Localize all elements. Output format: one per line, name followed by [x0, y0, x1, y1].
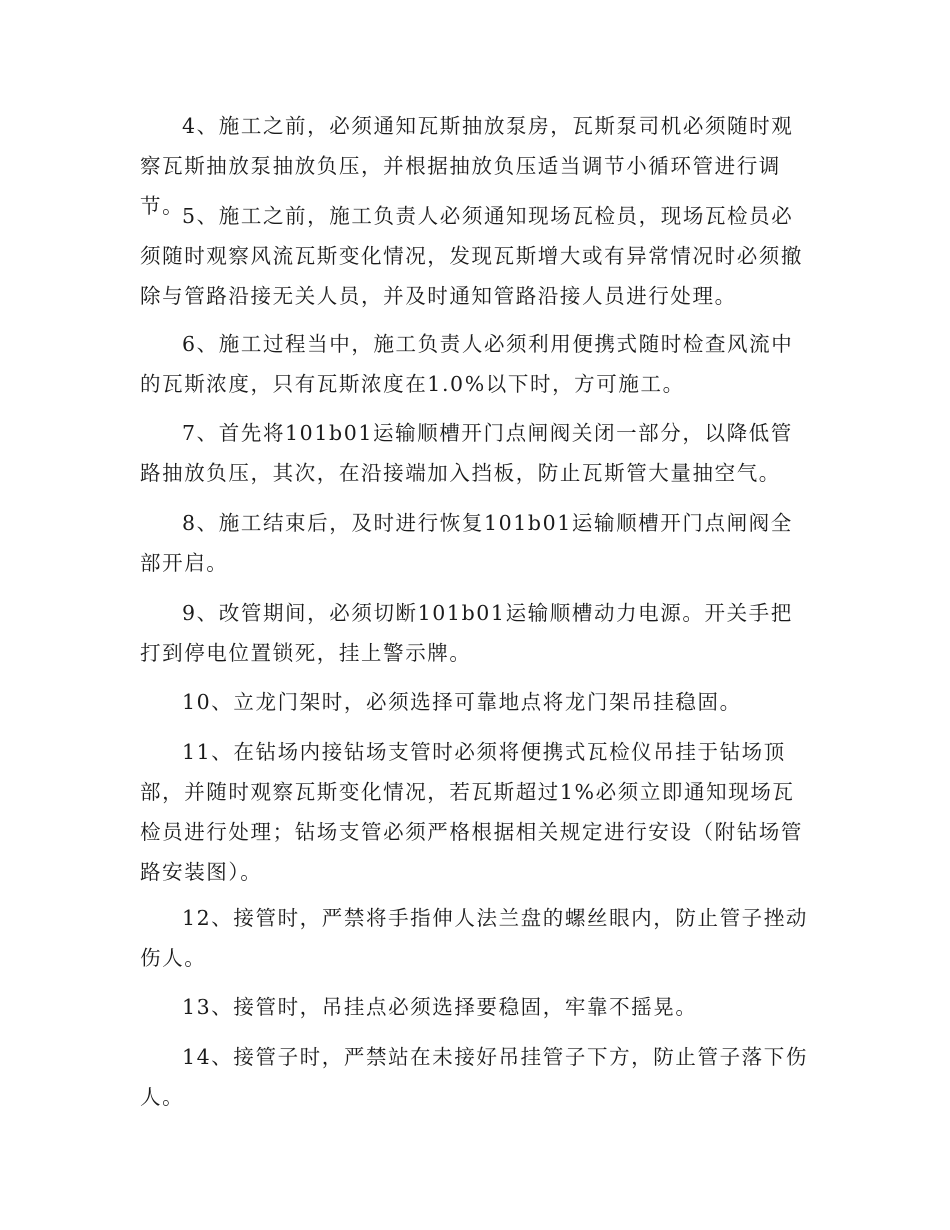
paragraph-item-7: 7、首先将101b01运输顺槽开门点闸阀关闭一部分，以降低管路抽放负压，其次，在沿接端加入挡板，防止瓦斯管大量抽空气。: [140, 421, 793, 485]
paragraph-item-14: 14、接管子时，严禁站在未接好吊挂管子下方，防止管子落下伤人。: [140, 1045, 808, 1109]
paragraph-item-10: 10、立龙门架时，必须选择可靠地点将龙门架吊挂稳固。: [182, 690, 742, 714]
paragraph-item-6: 6、施工过程当中，施工负责人必须利用便携式随时检查风流中的瓦斯浓度，只有瓦斯浓度在1.0%以下时，方可施工。: [140, 332, 794, 396]
paragraph-item-8: 8、施工结束后，及时进行恢复101b01运输顺槽开门点闸阀全部开启。: [140, 511, 793, 575]
paragraph-item-4: 4、施工之前，必须通知瓦斯抽放泵房，瓦斯泵司机必须随时观察瓦斯抽放泵抽放负压，并根据抽放负压适当调节小循环管进行调节。: [140, 114, 794, 218]
paragraph-item-9: 9、改管期间，必须切断101b01运输顺槽动力电源。开关手把打到停电位置锁死，挂上警示牌。: [140, 601, 793, 665]
paragraph-item-12: 12、接管时，严禁将手指伸人法兰盘的螺丝眼内，防止管子挫动伤人。: [140, 906, 808, 970]
paragraph-item-13: 13、接管时，吊挂点必须选择要稳固，牢靠不摇晃。: [182, 995, 698, 1019]
paragraph-item-11: 11、在钻场内接钻场支管时必须将便携式瓦检仪吊挂于钻场顶部，并随时观察瓦斯变化情况，若瓦斯超过1%必须立即通知现场瓦检员进行处理；钻场支管必须严格根据相关规定进行安设（附钻场管路安装图）。: [140, 740, 803, 884]
paragraph-item-5: 5、施工之前，施工负责人必须通知现场瓦检员，现场瓦检员必须随时观察风流瓦斯变化情况，发现瓦斯增大或有异常情况时必须撤除与管路沿接无关人员，并及时通知管路沿接人员进行处理。: [140, 204, 803, 308]
